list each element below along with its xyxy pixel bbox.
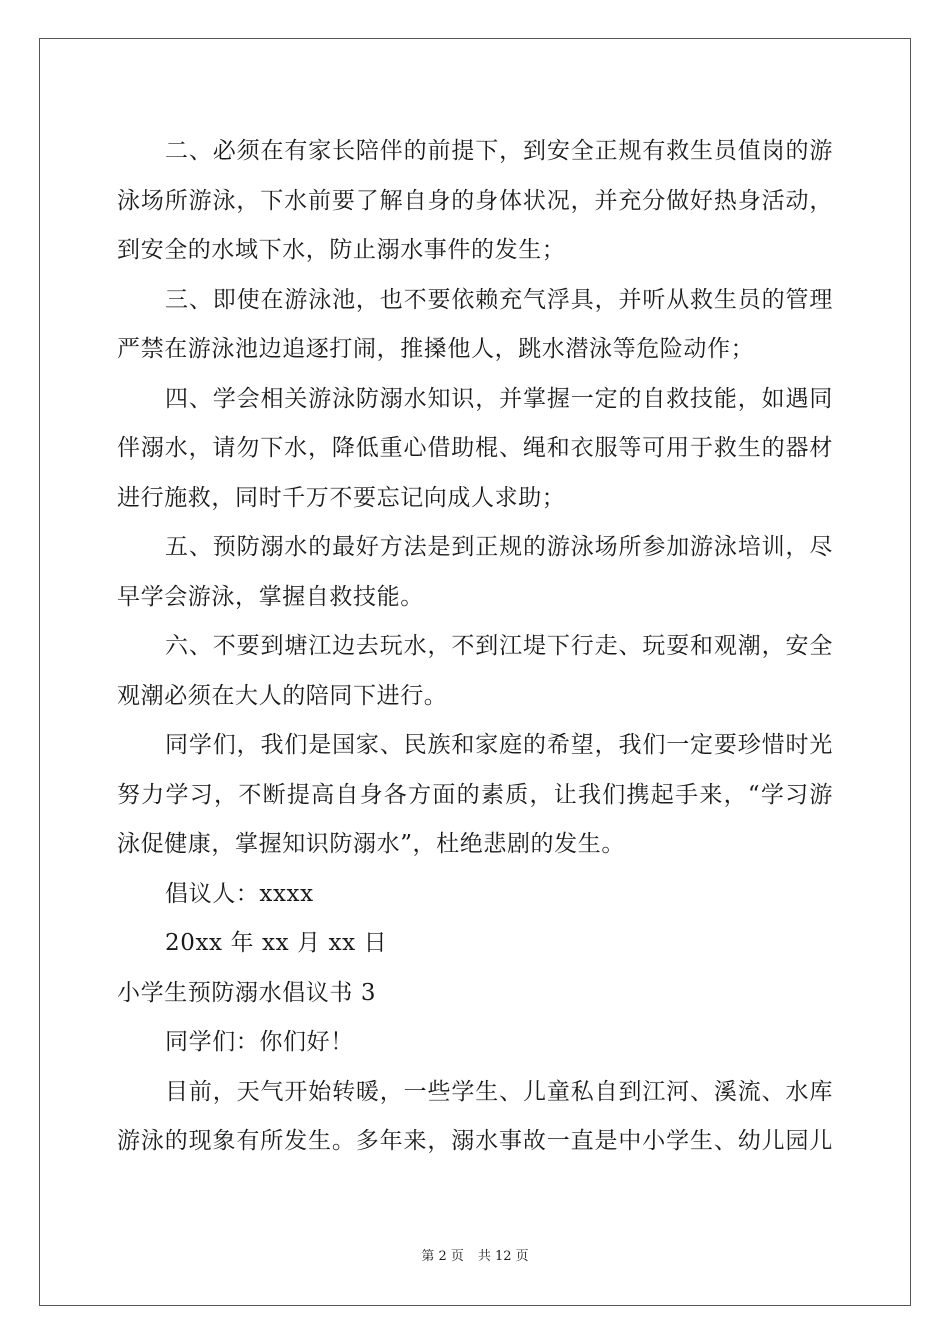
paragraph-3 [117,276,833,375]
text-line: 六、不要到塘江边去玩水，不到江堤下行走、玩耍和观潮，安全 [165,633,833,659]
text-line: 泳场所游泳，下水前要了解自身的身体状况，并充分做好热身活动， [117,187,833,214]
paragraph-closing [117,721,833,870]
text-line: 目前，天气开始转暖，一些学生、儿童私自到江河、溪流、水库 [165,1078,833,1105]
text-line: 泳促健康，掌握知识防溺水”，杜绝悲剧的发生。 [117,831,625,857]
paragraph-4 [117,375,833,524]
text-line: 观潮必须在大人的陪同下进行。 [117,682,448,709]
text-line: 五、预防溺水的最好方法是到正规的游泳场所参加游泳培训，尽 [165,534,833,560]
text-line: 进行施救，同时千万不要忘记向成人求助； [117,484,566,511]
page-total: 共 12 页 [477,1249,529,1264]
text-line: 二、必须在有家长陪伴的前提下，到安全正规有救生员值岗的游 [165,138,833,164]
text-line: 伴溺水，请勿下水，降低重心借助棍、绳和衣服等可用于救生的器材 [117,435,833,461]
document-body [117,127,833,1167]
paragraph-6 [117,622,833,721]
text-line: 早学会游泳，掌握自救技能。 [117,583,424,610]
paragraph-5 [117,523,833,622]
text-line: 同学们，我们是国家、民族和家庭的希望，我们一定要珍惜时光 [165,732,833,758]
text-line: 三、即使在游泳池，也不要依赖充气浮具，并听从救生员的管理 [165,286,833,313]
signature-initiator: 倡议人：xxxx [165,880,314,907]
page-footer [0,1248,950,1266]
signature-date: 20xx 年 xx 月 xx 日 [165,930,388,956]
text-line: 努力学习，不断提高自身各方面的素质，让我们携起手来，“学习游 [117,781,833,808]
greeting: 同学们：你们好！ [165,1029,354,1055]
text-line: 游泳的现象有所发生。多年来，溺水事故一直是中小学生、幼儿园儿 [117,1128,833,1154]
page-number: 第 2 页 [421,1249,464,1264]
text-line: 严禁在游泳池边追逐打闹，推搡他人，跳水潜泳等危险动作； [117,336,755,362]
intro-paragraph [117,1068,833,1167]
section-title: 小学生预防溺水倡议书 3 [117,979,377,1006]
text-line: 到安全的水域下水，防止溺水事件的发生； [117,237,566,263]
paragraph-2 [117,127,833,276]
text-line: 四、学会相关游泳防溺水知识，并掌握一定的自救技能，如遇同 [165,385,833,412]
